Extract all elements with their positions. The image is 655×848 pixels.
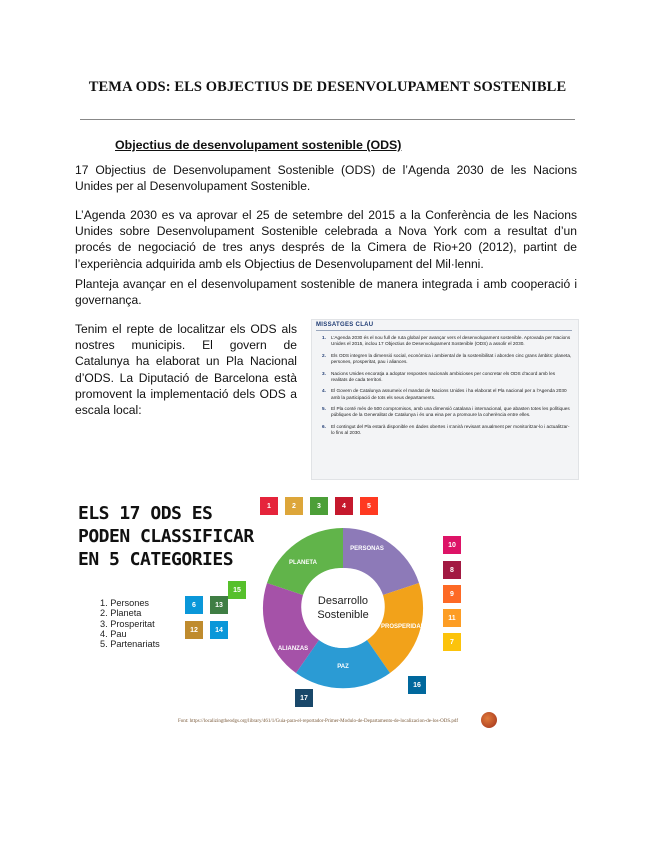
paragraph-agenda: L’Agenda 2030 es va aprovar el 25 de setembre del 2015 a la Conferència de les Nacions Unides sobre Desenvolupament Sostenible celebrada a Nova York com a resultat d’un procés de negociació de tres anys després de la Cimera de Rio+20 (2012), partint de l’experiència adquirida amb els Objectius de Desenvolupament del Mil·lenni. [75, 208, 577, 271]
section-heading: Objectius de desenvolupament sostenible (ODS) [115, 138, 402, 152]
paragraph-localize: Tenim el repte de localitzar els ODS als nostres municipis. El govern de Catalunya ha elaborat un Pla Nacional d’ODS. La Diputació de Barcelona està promovent la implementació dels ODS a escala local: [75, 322, 297, 418]
sdg-1-icon: 1 [260, 497, 278, 515]
key-message-item: 6. El contingut del Pla estarà disponible en dades obertes i s’anirà revisant anualment per monitoritzar-lo i actualitzar-lo fins al 2030. [322, 423, 570, 436]
key-message-item: 5. El Pla conté més de 500 compromisos, amb una dimensió catalana i internacional, que abasten totes les polítiques públiques de la Generalitat de Catalunya i és una eina per a promoure la coherència entre elles. [322, 406, 570, 418]
sdg-12-icon: 12 [185, 621, 203, 639]
key-message-item: 4. El Govern de Catalunya assumeix el mandat de Nacions Unides i ha elaborat el Pla nacional per a l’Agenda 2030 amb la participació de tots els seus departaments. [322, 388, 567, 400]
segment-label-planeta: PLANETA [289, 560, 317, 566]
segment-label-personas: PERSONAS [350, 546, 384, 552]
categories-list [100, 598, 160, 649]
seal-icon [481, 712, 497, 728]
sdg-14-icon: 14 [210, 621, 228, 639]
sdg-11-icon: 11 [443, 609, 461, 627]
sdg-13-icon: 13 [210, 596, 228, 614]
page-title: TEMA ODS: ELS OBJECTIUS DE DESENVOLUPAMENT SOSTENIBLE [88, 79, 567, 95]
key-messages-box [311, 319, 579, 480]
key-message-item: 2. Els ODS integren la dimensió social, econòmica i ambiental de la sostenibilitat i aborden cinc grans àmbits: planeta, persones, prosperitat, pau i aliances. [322, 352, 572, 365]
sdg-16-icon: 16 [408, 676, 426, 694]
key-message-item: 3. Nacions Unides encoratja a adoptar respostes nacionals ambicioses per concretar els ODS d’acord amb les realitats de cada territori. [322, 370, 556, 382]
sdg-9-icon: 9 [443, 585, 461, 603]
infographic-headline: ELS 17 ODS ES PODEN CLASSIFICAR EN 5 CATEGORIES [78, 503, 254, 570]
key-messages-list [322, 335, 572, 442]
category-item: 1. Persones [100, 598, 150, 608]
sdg-6-icon: 6 [185, 596, 203, 614]
segment-label-paz: PAZ [337, 664, 349, 670]
paragraph-integrated: Planteja avançar en el desenvolupament sostenible de manera integrada i amb cooperació i governança. [75, 277, 577, 308]
sdg-3-icon: 3 [310, 497, 328, 515]
center-circle [303, 568, 383, 648]
sdg-10-icon: 10 [443, 536, 461, 554]
segment-label-alianzas: ALIANZAS [277, 646, 309, 652]
category-item: 3. Prosperitat [100, 618, 155, 629]
category-item: 5. Partenariats [100, 639, 160, 650]
sdg-category-ring [243, 508, 443, 708]
sdg-5-icon: 5 [360, 497, 378, 515]
category-item: 4. Pau [100, 628, 127, 639]
key-messages-heading: MISSATGES CLAU [316, 322, 374, 328]
category-item: 2. Planeta [100, 608, 142, 619]
segment-label-prosperidad: PROSPERIDAD [380, 624, 426, 630]
key-messages-divider [316, 330, 572, 331]
center-label-1: Desarrollo [317, 595, 369, 607]
key-message-item: 1. L’Agenda 2030 és el nou full de ruta global per avançar vers el desenvolupament sostenible. Aprovada per Nacions Unides el 2015, inclou 17 Objectius de Desenvolupament Sostenible (ODS) a assolir el 2030. [322, 335, 571, 347]
source-caption: Font: https://localizingtheodgs.org/library/461/1/Guia-para-el-reportador-Primer-Modulo-de-Departamento-de-localizacion-de-los-ODS.pdf [178, 719, 459, 724]
sdg-15-icon: 15 [228, 581, 246, 599]
sdg-7-icon: 7 [443, 633, 461, 651]
paragraph-intro: 17 Objectius de Desenvolupament Sostenible (ODS) de l’Agenda 2030 de les Nacions Unides per al Desenvolupament Sostenible. [75, 163, 577, 194]
title-divider [80, 119, 575, 120]
sdg-2-icon: 2 [285, 497, 303, 515]
ods-infographic [78, 488, 576, 735]
center-label-2: Sostenible [317, 609, 369, 621]
sdg-4-icon: 4 [335, 497, 353, 515]
sdg-17-icon: 17 [295, 689, 313, 707]
sdg-8-icon: 8 [443, 561, 461, 579]
